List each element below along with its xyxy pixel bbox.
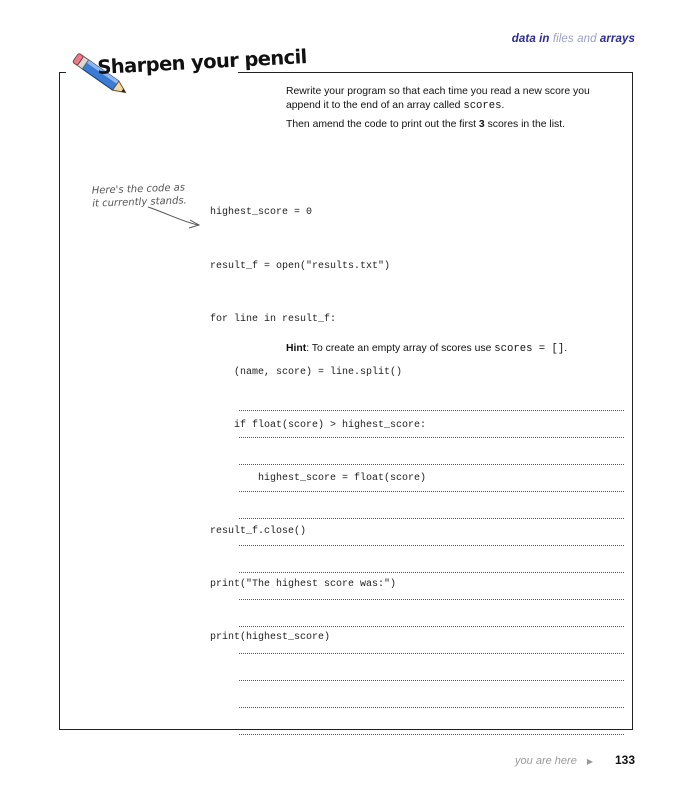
answer-lines bbox=[239, 384, 624, 735]
answer-line bbox=[239, 465, 624, 492]
page-footer bbox=[515, 753, 635, 767]
page-number: 133 bbox=[614, 753, 635, 767]
instruction-2 bbox=[286, 118, 616, 132]
answer-line bbox=[239, 708, 624, 735]
code-line: highest_score = 0 bbox=[210, 207, 313, 219]
code-line: print("The highest score was:") bbox=[210, 579, 397, 591]
answer-line bbox=[239, 519, 624, 546]
header-part-3: and bbox=[573, 33, 600, 45]
instruction-2-text-b: scores in the list. bbox=[484, 119, 565, 130]
note-line-2: it currently stands. bbox=[92, 195, 187, 210]
code-line: if float(score) > highest_score: bbox=[210, 419, 427, 431]
instruction-1-end: . bbox=[501, 100, 505, 111]
header-part-2: files bbox=[552, 33, 574, 45]
section-title: Sharpen your pencil bbox=[96, 45, 308, 79]
answer-line bbox=[239, 573, 624, 600]
instruction-2-bold: 3 bbox=[478, 119, 485, 130]
code-line: result_f.close() bbox=[210, 526, 307, 538]
answer-line bbox=[239, 600, 624, 627]
arrow-icon bbox=[146, 203, 206, 233]
code-line: result_f = open("results.txt") bbox=[210, 260, 391, 272]
answer-line bbox=[239, 681, 624, 708]
answer-line bbox=[239, 438, 624, 465]
answer-line bbox=[239, 627, 624, 654]
running-header bbox=[512, 33, 635, 45]
code-line: (name, score) = line.split() bbox=[210, 366, 403, 378]
triangle-right-icon: ▶ bbox=[586, 757, 593, 766]
answer-line bbox=[239, 411, 624, 438]
note-line-1: Here's the code as bbox=[91, 182, 186, 197]
instruction-1-code: scores bbox=[463, 100, 502, 112]
hint-code: scores = [] bbox=[494, 343, 565, 355]
instruction-1 bbox=[286, 85, 616, 113]
hint-text: : To create an empty array of scores use bbox=[306, 343, 495, 354]
hint bbox=[286, 343, 567, 355]
hint-label: Hint bbox=[286, 343, 307, 354]
header-part-4: arrays bbox=[599, 33, 635, 45]
code-line: print(highest_score) bbox=[210, 632, 331, 644]
you-are-here: you are here bbox=[515, 755, 577, 767]
answer-line bbox=[239, 384, 624, 411]
instruction-1-text: Rewrite your program so that each time you read a new score you append it to the end of an array called bbox=[286, 86, 590, 111]
instruction-2-text-a: Then amend the code to print out the first bbox=[286, 119, 479, 130]
code-line: for line in result_f: bbox=[210, 313, 337, 325]
header-part-1: data in bbox=[511, 33, 553, 45]
answer-line bbox=[239, 546, 624, 573]
answer-line bbox=[239, 654, 624, 681]
hint-end: . bbox=[564, 343, 568, 354]
answer-line bbox=[239, 492, 624, 519]
code-line: highest_score = float(score) bbox=[210, 472, 427, 484]
